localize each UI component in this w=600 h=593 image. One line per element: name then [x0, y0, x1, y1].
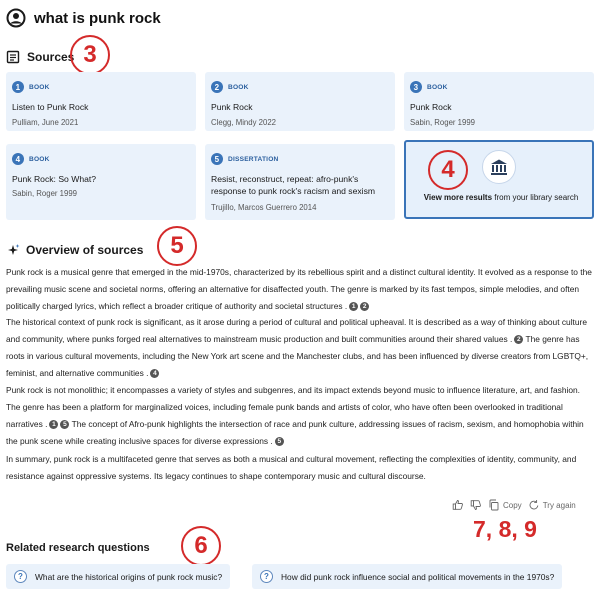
source-type [211, 81, 389, 93]
source-number: 5 [211, 153, 223, 165]
paragraph-text: Punk rock is a musical genre that emerged in the mid-1970s, characterized by its rebellious spirit and a distinct cultural identity. It evolved as a response to the prevailing music scene and societal norms, offering an alternative for disaffected youth. The genre is marked by its fast tempos, simple melodies, and often politically charged lyrics, which reflect a broader critique of authority and societal structures . [6, 267, 592, 311]
source-title: Resist, reconstruct, repeat: afro-punk's response to punk rock's racism and sexism [211, 174, 376, 196]
source-title: Listen to Punk Rock [12, 102, 89, 112]
source-title: Punk Rock: So What? [12, 174, 97, 184]
query-header [6, 8, 161, 28]
paragraph-text: The historical context of punk rock is significant, as it arose during a period of cultural and political upheaval. It is described as a way of thinking about culture and community, where punks forged real alternatives to mainstream music production and built communities around their shared values . [6, 317, 587, 344]
related-question-text: How did punk rock influence social and political movements in the 1970s? [281, 571, 555, 582]
source-type-label: DISSERTATION [228, 155, 279, 163]
copy-button[interactable] [488, 499, 522, 511]
source-meta: Sabin, Roger 1999 [12, 189, 78, 198]
user-icon [6, 8, 26, 28]
paragraph-text: The concept of Afro-punk highlights the intersection of race and punk culture, addressing issues of racism, sexism, and homophobia within the punk scene while creating inclusive spaces for diverse expressions . [6, 419, 584, 446]
overview-paragraph-1 [6, 264, 596, 315]
overview-title: Overview of sources [26, 243, 144, 257]
paragraph-text: The genre has roots in various cultural movements, including the New York art scene and the Manchester clubs, and has been influenced by diverse creators from LGBTQ+, feminist, and alternative communities . [6, 334, 589, 378]
related-questions-title: Related research questions [6, 542, 150, 554]
source-title: Punk Rock [410, 102, 452, 112]
try-again-label: Try again [542, 500, 576, 510]
citation-5[interactable]: 5 [275, 437, 284, 446]
library-icon [489, 157, 509, 177]
source-type [12, 81, 190, 93]
citation-1[interactable]: 1 [49, 420, 58, 429]
try-again-button[interactable] [528, 499, 576, 511]
source-card-1[interactable] [6, 72, 196, 131]
source-type-label: BOOK [29, 155, 50, 163]
copy-icon [488, 499, 500, 511]
citation-4[interactable]: 4 [150, 369, 159, 378]
related-question-1[interactable] [6, 564, 230, 589]
source-card-2[interactable] [205, 72, 395, 131]
annotation-marker-5: 5 [157, 226, 197, 266]
annotation-marker-7-8-9: 7, 8, 9 [473, 516, 537, 542]
view-more-text [414, 193, 588, 203]
citation-5[interactable]: 5 [60, 420, 69, 429]
thumbs-down-icon[interactable] [470, 499, 482, 511]
source-type-label: BOOK [29, 83, 50, 91]
source-meta: Trujillo, Marcos Guerrero 2014 [211, 203, 317, 212]
source-card-4[interactable] [6, 144, 196, 220]
retry-icon [528, 499, 540, 511]
response-actions [452, 499, 576, 511]
source-number: 4 [12, 153, 24, 165]
query-text: what is punk rock [34, 9, 161, 27]
overview-paragraph-2 [6, 314, 596, 382]
annotation-marker-6: 6 [181, 526, 221, 566]
source-number: 2 [211, 81, 223, 93]
citation-2[interactable]: 2 [514, 335, 523, 344]
view-more-link[interactable]: View more results [423, 193, 493, 202]
citation-1[interactable]: 1 [349, 302, 358, 311]
annotation-marker-4: 4 [428, 150, 468, 190]
sources-heading [6, 50, 74, 64]
question-icon: ? [14, 570, 27, 583]
annotation-marker-3: 3 [70, 35, 110, 75]
source-type [410, 81, 588, 93]
source-type-label: BOOK [228, 83, 249, 91]
source-meta: Sabin, Roger 1999 [410, 118, 476, 127]
copy-label: Copy [503, 500, 522, 510]
source-title: Punk Rock [211, 102, 253, 112]
source-meta: Clegg, Mindy 2022 [211, 118, 277, 127]
source-card-3[interactable] [404, 72, 594, 131]
overview-heading [6, 243, 143, 257]
source-type-label: BOOK [427, 83, 448, 91]
source-type [211, 153, 389, 165]
sources-title: Sources [27, 50, 75, 64]
paragraph-text: Punk rock is not monolithic; it encompasses a variety of styles and subgenres, and its impact extends beyond music to influence literature, art, and fashion. The genre has been a platform for marginalized voices, including female punk bands and artists of color, who have often been overlooked in traditional narratives . [6, 385, 580, 429]
source-meta: Pulliam, June 2021 [12, 118, 79, 127]
related-question-2[interactable] [252, 564, 562, 589]
source-card-5[interactable] [205, 144, 395, 220]
thumbs-up-icon[interactable] [452, 499, 464, 511]
overview-paragraph-3 [6, 382, 596, 450]
citation-2[interactable]: 2 [360, 302, 369, 311]
sparkle-icon [6, 243, 20, 257]
document-icon [6, 50, 20, 64]
source-number: 1 [12, 81, 24, 93]
library-icon-badge [482, 150, 516, 184]
source-type [12, 153, 190, 165]
source-number: 3 [410, 81, 422, 93]
view-more-suffix: from your library search [492, 193, 579, 202]
paragraph-text: In summary, punk rock is a multifaceted genre that serves as both a musical and cultural movement, reflecting the complexities of identity, community, and resistance against oppressive systems. Its legacy continues to shape contemporary music and cultural discourse. [6, 454, 577, 481]
related-question-text: What are the historical origins of punk rock music? [35, 571, 223, 582]
overview-paragraph-4 [6, 451, 596, 485]
question-icon: ? [260, 570, 273, 583]
